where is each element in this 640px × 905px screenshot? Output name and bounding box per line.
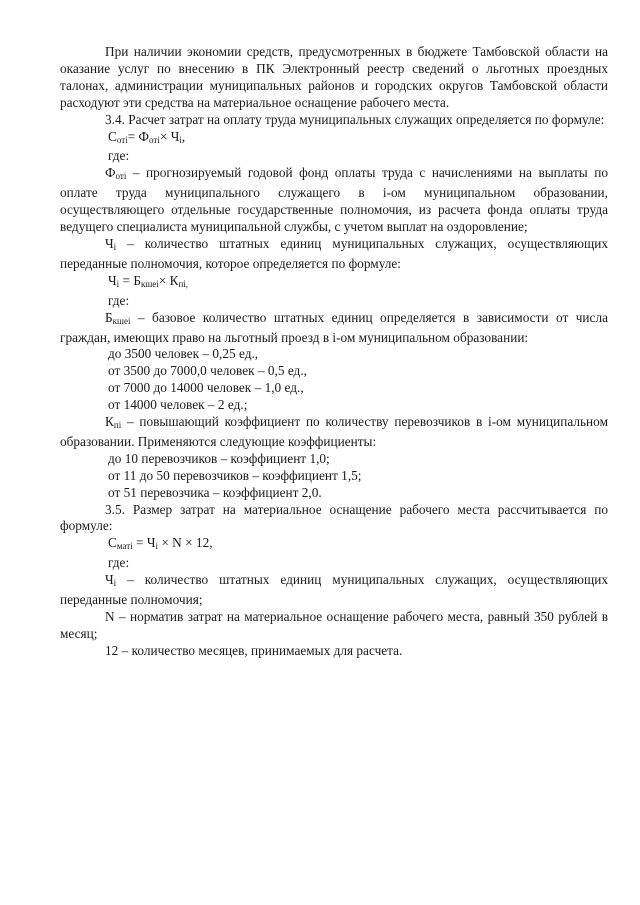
definition-norm: N – норматив затрат на материальное оснащение рабочего места, равный 350 рублей в месяц;: [60, 609, 608, 641]
list-item: от 11 до 50 перевозчиков – коэффициент 1,5;: [108, 467, 362, 483]
list-item: до 10 перевозчиков – коэффициент 1,0;: [108, 450, 330, 466]
where-label: где:: [108, 555, 130, 571]
list-item: от 3500 до 7000,0 человек – 0,5 ед.,: [108, 363, 307, 379]
where-label: где:: [108, 292, 130, 308]
formula-staff-count: $Ч_і = Б_{кшеі}\times К_{пі,}$: [108, 272, 189, 289]
definition-coefficient: $К_{пі}$ – повышающий коэффициент по количеству перевозчиков в і-ом муниципальном образовании. Применяются следующие коэффициенты:: [60, 414, 608, 449]
list-item: до 3500 человек – 0,25 ед.,: [108, 346, 259, 362]
document-page: [60, 44, 608, 660]
formula-equipment-cost: $С_{маті} = Ч_і \times N \times 12$,: [108, 535, 213, 552]
where-label: где:: [108, 148, 130, 164]
definition-months: 12 – количество месяцев, принимаемых для расчета.: [105, 642, 403, 658]
paragraph-savings: При наличии экономии средств, предусмотренных в бюджете Тамбовской области на оказание услуг по внесению в ПК Электронный реестр сведений о льготных проездных талонах, администрации муниципальных районов и городских округов Тамбовской области расходуют эти средства на материальное оснащение рабочего места.: [60, 44, 608, 110]
definition-base-count: $Б_{кшеі}$ – базовое количество штатных единиц определяется в зависимости от числа граждан, имеющих право на льготный проезд в і-ом муниципальном образовании:: [60, 309, 608, 345]
definition-staff-count: $Ч_і$ – количество штатных единиц муниципальных служащих, осуществляющих переданные полномочия, которое определяется по формуле:: [60, 235, 608, 271]
definition-fot: $Ф_{оті}$ – прогнозируемый годовой фонд оплаты труда с начислениями на выплаты по оплате труда муниципального служащего в і-ом муниципальном образовании, осуществляющего отдельные государственные полномочия, из расчета фонда оплаты труда ведущего специалиста муниципальной службы, с учетом выплат на оздоровление;: [60, 165, 608, 235]
definition-staff-count-2: $Ч_і$ – количество штатных единиц муниципальных служащих, осуществляющих переданные полномочия;: [60, 572, 608, 608]
section-3-5: 3.5. Размер затрат на материальное оснащение рабочего места рассчитывается по формуле:: [60, 501, 608, 534]
list-item: от 14000 человек – 2 ед.;: [108, 397, 248, 413]
list-item: от 7000 до 14000 человек – 1,0 ед.,: [108, 380, 304, 396]
list-item: от 51 перевозчика – коэффициент 2,0.: [108, 484, 322, 500]
formula-salary-cost: $С_{оті}= Ф_{оті}\times Ч_і$,: [108, 128, 186, 145]
section-3-4: 3.4. Расчет затрат на оплату труда муниципальных служащих определяется по формуле:: [105, 111, 605, 127]
